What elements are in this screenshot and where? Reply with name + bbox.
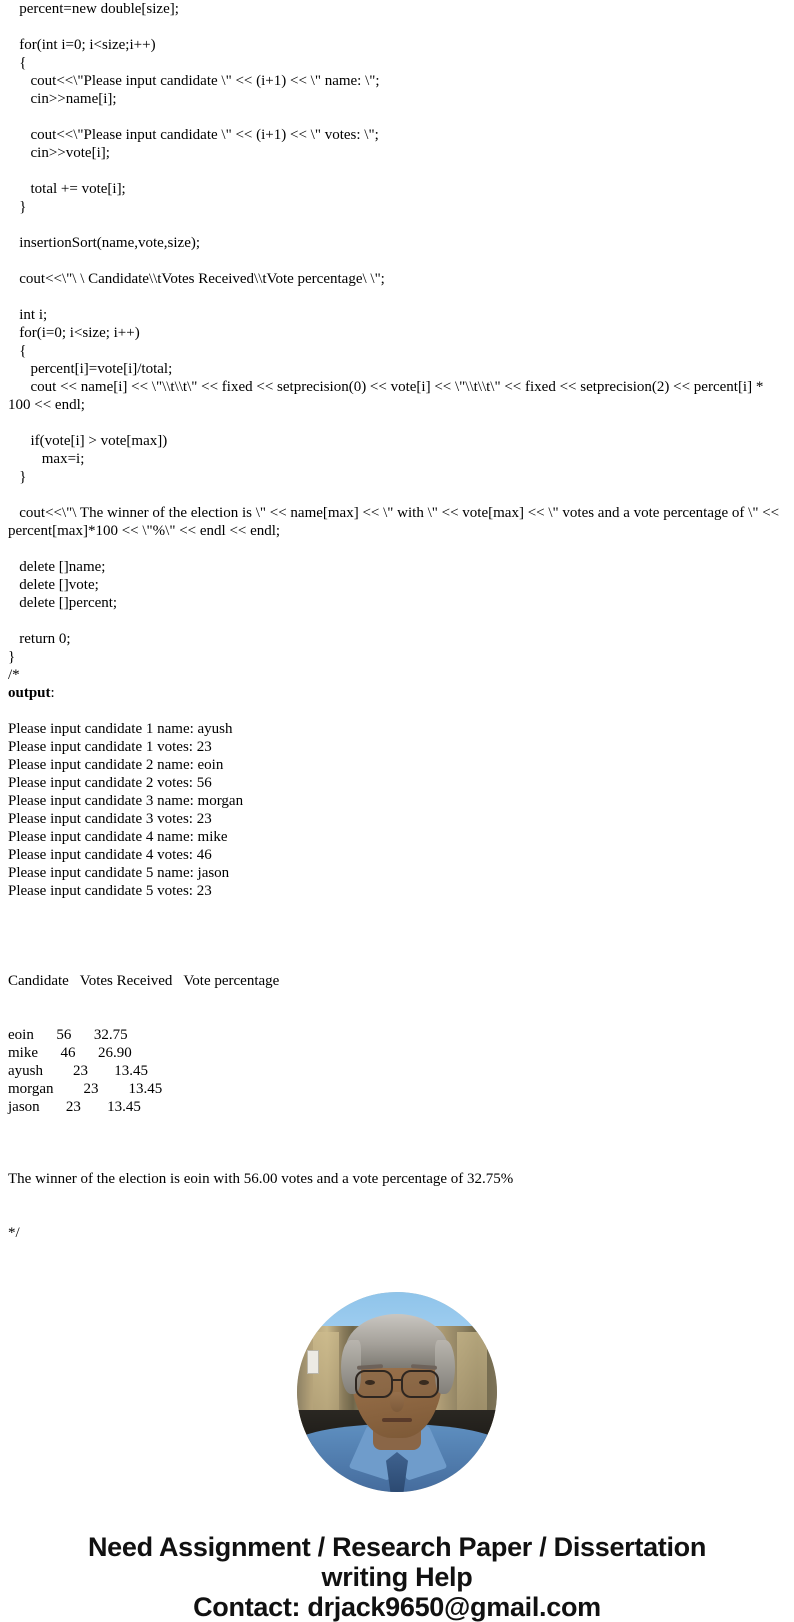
- code-line: cout<<\"\ The winner of the election is \" << name[max] << \" with \" << vote[max] << \" votes and a vote percentage of \" << percent[max]*100 << \"%\" << endl << endl;: [8, 505, 783, 539]
- code-line: int i;: [8, 307, 48, 323]
- code-line: total += vote[i];: [8, 181, 126, 197]
- code-line: [8, 108, 786, 126]
- code-line: [8, 612, 786, 630]
- code-line: [8, 18, 786, 36]
- code-line: if(vote[i] > vote[max]): [8, 433, 168, 449]
- results-table-header: Candidate Votes Received Vote percentage: [8, 973, 280, 989]
- prompt-line: Please input candidate 2 name: eoin: [8, 757, 224, 773]
- code-line: percent[i]=vote[i]/total;: [8, 361, 173, 377]
- code-line: }: [8, 649, 16, 665]
- prompt-line: Please input candidate 1 name: ayush: [8, 721, 233, 737]
- spacer: [0, 1188, 794, 1224]
- table-row: morgan 23 13.45: [8, 1081, 163, 1097]
- prompt-line: Please input candidate 3 votes: 23: [8, 811, 212, 827]
- comment-close-marker: */: [8, 1225, 20, 1241]
- code-line: [8, 252, 786, 270]
- promo-footer: [0, 1532, 794, 1622]
- code-line: cin>>vote[i];: [8, 145, 110, 161]
- prompt-line: Please input candidate 2 votes: 56: [8, 775, 212, 791]
- code-line: [8, 414, 786, 432]
- code-line: for(i=0; i<size; i++): [8, 325, 140, 341]
- portrait-container: [0, 1292, 794, 1492]
- output-heading-text: output: [8, 685, 51, 701]
- code-line: delete []percent;: [8, 595, 118, 611]
- code-line: [8, 216, 786, 234]
- code-line: insertionSort(name,vote,size);: [8, 235, 201, 251]
- code-line: cout<<\"Please input candidate \" << (i+1) << \" name: \";: [8, 73, 380, 89]
- code-line: {: [8, 55, 27, 71]
- promo-line-2: writing Help: [321, 1562, 473, 1592]
- code-line: {: [8, 343, 27, 359]
- prompt-line: Please input candidate 3 name: morgan: [8, 793, 244, 809]
- photo-wall-switch: [307, 1350, 319, 1374]
- output-heading: [0, 684, 794, 702]
- prompt-line: Please input candidate 5 votes: 23: [8, 883, 212, 899]
- program-prompt-output: [0, 720, 794, 900]
- code-line: cout<<\"\ \ Candidate\\tVotes Received\\tVote percentage\ \";: [8, 271, 385, 287]
- code-line: percent=new double[size];: [8, 1, 179, 17]
- table-row: ayush 23 13.45: [8, 1063, 148, 1079]
- photo-lens-left: [355, 1370, 393, 1398]
- code-line: }: [8, 199, 27, 215]
- photo-nose: [390, 1392, 404, 1412]
- code-line: delete []vote;: [8, 577, 99, 593]
- code-line: delete []name;: [8, 559, 106, 575]
- code-line: for(int i=0; i<size;i++): [8, 37, 156, 53]
- photo-mouth: [382, 1418, 412, 1422]
- promo-contact-line: Contact: drjack9650@gmail.com: [193, 1592, 601, 1622]
- photo-lens-right: [401, 1370, 439, 1398]
- code-line: [8, 288, 786, 306]
- spacer: [0, 1152, 794, 1170]
- code-line: [8, 162, 786, 180]
- prompt-line: Please input candidate 5 name: jason: [8, 865, 230, 881]
- code-line: }: [8, 469, 27, 485]
- output-heading-colon: :: [50, 685, 55, 701]
- code-line: cin>>name[i];: [8, 91, 117, 107]
- code-line: [8, 540, 786, 558]
- avatar: [297, 1292, 497, 1492]
- spacer: [0, 702, 794, 720]
- code-line: [8, 486, 786, 504]
- results-table-output: [0, 936, 794, 1152]
- code-line: return 0;: [8, 631, 71, 647]
- table-row: eoin 56 32.75: [8, 1027, 128, 1043]
- spacer: [0, 900, 794, 936]
- source-code-block: [0, 0, 794, 684]
- table-row: jason 23 13.45: [8, 1099, 141, 1115]
- prompt-line: Please input candidate 4 name: mike: [8, 829, 228, 845]
- code-line: max=i;: [8, 451, 85, 467]
- winner-announcement: The winner of the election is eoin with 56.00 votes and a vote percentage of 32.75%: [8, 1171, 514, 1187]
- results-table-rows: [8, 1026, 786, 1116]
- prompt-line: Please input candidate 4 votes: 46: [8, 847, 212, 863]
- photo-glasses-bridge: [391, 1379, 403, 1381]
- table-row: mike 46 26.90: [8, 1045, 132, 1061]
- code-line: cout<<\"Please input candidate \" << (i+1) << \" votes: \";: [8, 127, 379, 143]
- code-line: cout << name[i] << \"\\t\\t\" << fixed << setprecision(0) << vote[i] << \"\\t\\t\" << fixed << setprecision(2) << percent[i] * 100 << endl;: [8, 379, 768, 413]
- code-line: /*: [8, 667, 20, 683]
- prompt-line: Please input candidate 1 votes: 23: [8, 739, 212, 755]
- promo-line-1: Need Assignment / Research Paper / Dissertation: [87, 1532, 707, 1562]
